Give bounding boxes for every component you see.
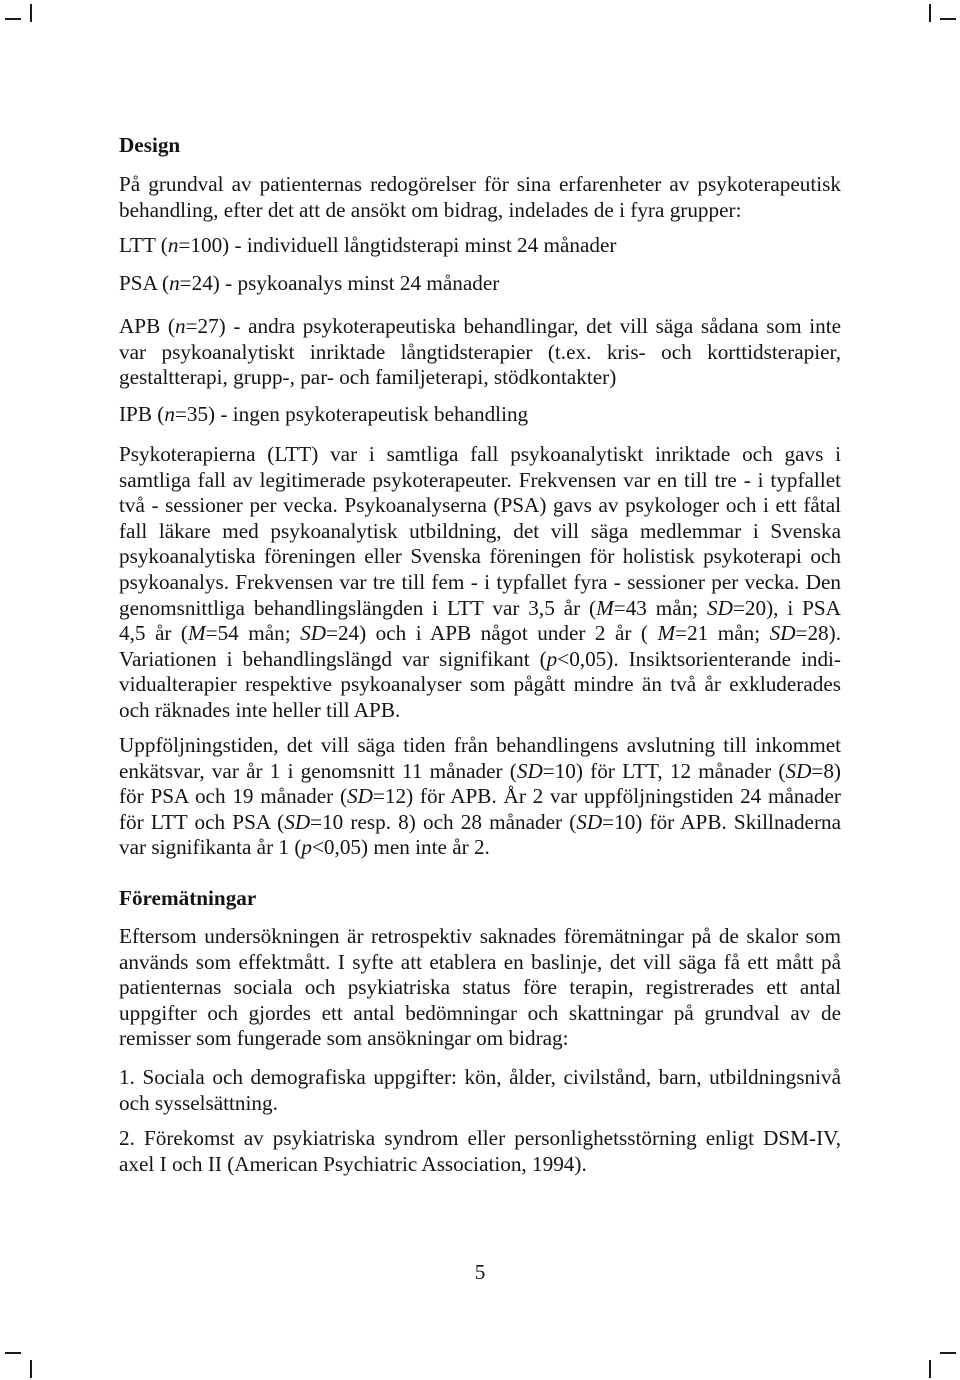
text-line: behandling, efter det att de ansökt om bidrag, indelades de i fyra grupper: (119, 197, 742, 222)
text-run: =8) (811, 758, 841, 783)
section-heading-design: Design (119, 133, 181, 157)
crop-mark-top-right-horizontal (940, 18, 956, 20)
text-run: =10) för LTT, 12 månader ( (542, 758, 786, 783)
treatment-paragraph (119, 442, 841, 724)
crop-mark-bottom-left-horizontal (5, 1352, 21, 1354)
italic-symbol: n (167, 233, 179, 257)
text-line (119, 647, 841, 673)
text-line (119, 810, 841, 836)
text-line: psykoanalys. Frekvensen var tre till fem - i typfallet fyra - sessioner per vecka. Den (119, 569, 841, 594)
text-run: =27) - andra psykoterapeutiska behandlingar, det vill säga sådana som inte (185, 314, 841, 338)
text-line: 2. Förekomst av psykiatriska syndrom eller personlighetsstörning enligt DSM-IV, (119, 1126, 841, 1150)
text-run: <0,05) men inte år 2. (311, 835, 490, 860)
text-line: var psykoanalytiskt inriktade långtidsterapier (t.ex. kris- och korttidsterapier, (119, 339, 841, 364)
crop-mark-bottom-right-horizontal (940, 1352, 956, 1354)
italic-symbol: M (657, 621, 676, 646)
text-line: På grundval av patienternas redogörelser för sina erfarenheter av psykoterapeutisk (119, 172, 841, 196)
text-run: =100) - individuell långtidsterapi minst 24 månader (178, 233, 617, 257)
italic-symbol: p (301, 835, 312, 860)
group-ipb (119, 402, 841, 428)
text-run: =28). (795, 621, 841, 646)
text-run: genomsnittliga behandlingslängden i LTT var 3,5 år ( (119, 595, 597, 620)
text-run: =24) - psykoanalys minst 24 månader (179, 271, 500, 295)
group-ltt (119, 233, 841, 259)
text-line: Uppföljningstiden, det vill säga tiden från behandlingens avslutning till inkommet (119, 733, 841, 757)
text-line (119, 596, 841, 622)
text-run: Variationen i behandlingslängd var signifikant ( (119, 646, 547, 671)
italic-symbol: n (174, 314, 186, 338)
text-line (119, 784, 841, 810)
crop-mark-top-left-horizontal (5, 18, 21, 20)
text-line (119, 233, 841, 259)
text-run: =43 mån; (613, 595, 708, 620)
text-line (119, 759, 841, 785)
text-run: =24) och i APB något under 2 år ( (326, 621, 658, 646)
text-line: Psykoterapierna (LTT) var i samtliga fall psykoanalytiskt inriktade och gavs i (119, 442, 841, 466)
text-run: för PSA och 19 månader ( (119, 784, 348, 809)
text-line (119, 271, 841, 297)
text-run: =54 mån; (205, 621, 301, 646)
text-run: =12) för APB. År 2 var uppföljningstiden 24 månader (372, 784, 841, 809)
section-heading-pre-measurements: Föremätningar (119, 886, 257, 910)
italic-symbol: SD (516, 758, 543, 783)
text-run: PSA ( (119, 271, 170, 295)
group-apb (119, 314, 841, 391)
text-run: =20), i PSA (732, 595, 841, 620)
list-item-1 (119, 1065, 841, 1116)
text-line: psykoanalytiska föreningen eller Svenska föreningen för holistisk psykoterapi och (119, 544, 841, 569)
italic-symbol: n (169, 271, 180, 295)
text-line: fall läkare med psykoanalytisk utbildning, det vill säga medlemmar i Svenska (119, 518, 841, 543)
group-psa (119, 271, 841, 297)
crop-mark-bottom-left-vertical (30, 1360, 32, 1378)
text-line: uppgifter och gjordes ett antal bedömningar och skattningar på grundval av de (119, 1000, 841, 1025)
italic-symbol: SD (347, 784, 373, 809)
text-line: 1. Sociala och demografiska uppgifter: kön, ålder, civilstånd, barn, utbildningsnivå (119, 1065, 841, 1089)
text-run: enkätsvar, var år 1 i genomsnitt 11 månader ( (119, 758, 517, 783)
italic-symbol: SD (300, 621, 326, 646)
crop-mark-bottom-right-vertical (929, 1360, 931, 1378)
text-run: =10 resp. 8) och 28 månader ( (310, 809, 577, 834)
italic-symbol: M (187, 621, 206, 646)
italic-symbol: n (164, 402, 175, 426)
text-run: för LTT och PSA ( (119, 809, 285, 834)
text-run: var signifikanta år 1 ( (119, 835, 302, 860)
text-run: IPB ( (119, 402, 165, 426)
text-line: axel I och II (American Psychiatric Association, 1994). (119, 1151, 587, 1176)
text-run: =35) - ingen psykoterapeutisk behandling (174, 402, 529, 426)
crop-mark-top-left-vertical (30, 4, 32, 22)
text-line: samtliga fall av legitimerade psykoterapeuter. Frekvensen var en till tre - i typfallet (119, 467, 841, 492)
crop-mark-top-right-vertical (929, 4, 931, 22)
italic-symbol: SD (284, 809, 311, 834)
design-intro-paragraph (119, 172, 841, 223)
list-item-2 (119, 1126, 841, 1177)
text-run: =10) för APB. Skillnaderna (602, 809, 841, 834)
text-line (119, 835, 841, 861)
text-run: <0,05). Insiktsorienterande indi- (557, 646, 841, 671)
text-line: två - sessioner per vecka. Psykoanalyserna (PSA) gavs av psykologer och i ett fåtal (119, 493, 841, 518)
pre-measurements-paragraph (119, 924, 841, 1052)
italic-symbol: SD (769, 621, 796, 646)
text-line (119, 402, 841, 428)
text-run: APB ( (119, 314, 175, 338)
text-line (119, 621, 841, 647)
italic-symbol: SD (707, 595, 733, 620)
italic-symbol: p (546, 646, 558, 671)
text-line: remisser som fungerade som ansökningar om bidrag: (119, 1026, 569, 1051)
page-number: 5 (474, 1260, 486, 1284)
text-line: och räknades inte heller till APB. (119, 697, 401, 722)
text-run: =21 mån; (675, 621, 770, 646)
text-line: patienternas sociala och psykiatriska status före terapin, registrerades ett antal (119, 975, 841, 1000)
text-run: LTT ( (119, 233, 168, 257)
text-line: Eftersom undersökningen är retrospektiv saknades föremätningar på de skalor som (119, 924, 841, 948)
italic-symbol: SD (785, 758, 812, 783)
text-line: gestaltterapi, grupp-, par- och familjeterapi, stödkontakter) (119, 365, 617, 390)
followup-paragraph (119, 733, 841, 861)
text-line: vidualterapier respektive psykoanalyser som pågått mindre än två år exkluderades (119, 672, 841, 697)
text-line (119, 314, 841, 340)
text-line: används som effektmått. I syfte att etablera en baslinje, det vill säga få ett mått på (119, 949, 841, 974)
text-run: 4,5 år ( (119, 621, 188, 646)
italic-symbol: SD (576, 809, 603, 834)
italic-symbol: M (596, 595, 614, 620)
text-line: och sysselsättning. (119, 1090, 278, 1115)
